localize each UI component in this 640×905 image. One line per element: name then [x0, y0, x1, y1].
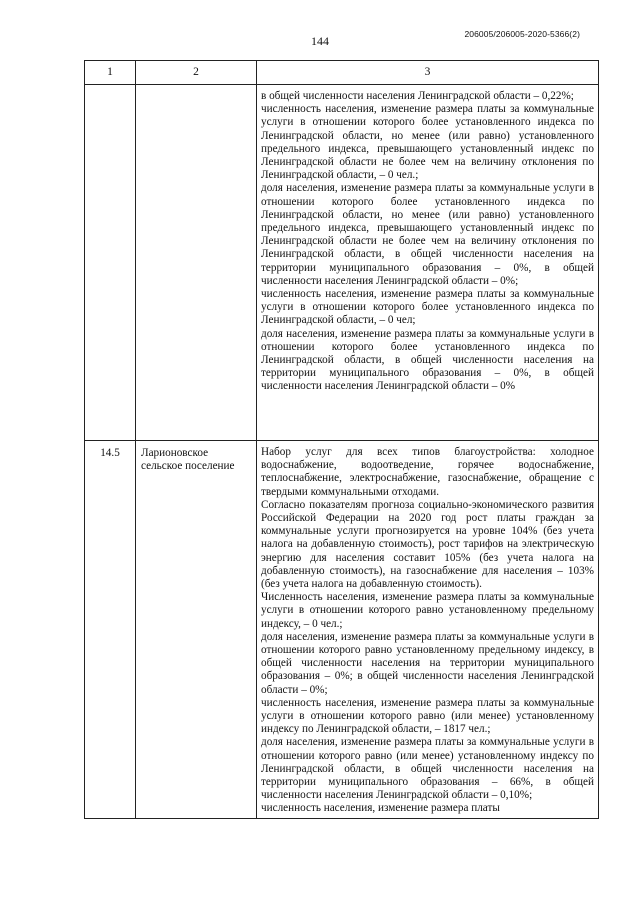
- paragraph: численность населения, изменение размера платы за коммунальные услуги в отношении которого равно (или менее) установленному индексу по Ленинградской области, – 1817 чел.;: [261, 696, 594, 736]
- table-header-row: [85, 61, 599, 85]
- paragraph: численность населения, изменение размера платы: [261, 802, 500, 815]
- column-header: 2: [136, 61, 257, 85]
- paragraph: численность населения, изменение размера платы за коммунальные услуги в отношении которого более установленного индекса по Ленинградской области, но менее (или равно) установленного предельного индекса, превышающего установленный индекс по Ленинградской области не более чем на величину отклонения по Ленинградской области, – 0 чел.;: [261, 103, 594, 182]
- paragraph: доля населения, изменение размера платы за коммунальные услуги в отношении которого более установленного индекса по Ленинградской области, в общей численности населения на территории муниципального образования – 0%, в общей численности населения Ленинградской области – 0%: [261, 327, 594, 393]
- document-id: 206005/206005-2020-5366(2): [464, 29, 580, 39]
- paragraph: доля населения, изменение размера платы за коммунальные услуги в отношении которого более установленного индекса по Ленинградской области, но менее (или равно) установленного предельного индекса, превышающего установленный индекс по Ленинградской области не более чем на величину отклонения по Ленинградской области, в общей численности населения на территории муниципального образования – 0%, в общей численности населения Ленинградской области – 0%;: [261, 182, 594, 287]
- paragraph: Набор услуг для всех типов благоустройства: холодное водоснабжение, водоотведение, горячее водоснабжение, теплоснабжение, электроснабжение, газоснабжение, обращение с твердыми коммунальными отходами.: [261, 446, 594, 498]
- paragraph: доля населения, изменение размера платы за коммунальные услуги в отношении которого равно (или менее) установленному индексу по Ленинградской области, в общей численности населения на территории муниципального образования – 66%, в общей численности населения Ленинградской области – 0,10%;: [261, 736, 594, 802]
- paragraph: в общей численности населения Ленинградской области – 0,22%;: [261, 90, 574, 102]
- document-table: [84, 60, 599, 819]
- table-row: [85, 441, 599, 819]
- page-number: 144: [311, 34, 329, 48]
- paragraph: доля населения, изменение размера платы за коммунальные услуги в отношении которого равно установленному предельному индексу, в общей численности населения на территории муниципального образования – 0%; в общей численности населения Ленинградской области – 0%;: [261, 630, 594, 696]
- table-row: [85, 85, 599, 441]
- row-number: 14.5: [85, 441, 136, 819]
- settlement-name: [136, 85, 257, 441]
- column-header: 3: [257, 61, 599, 85]
- settlement-name: Ларионовское сельское поселение: [136, 441, 257, 819]
- paragraph: Согласно показателям прогноза социально-экономического развития Российской Федерации на 2020 год рост платы граждан за коммунальные услуги прогнозируется на уровне 104% (без учета налога на добавленную стоимость), рост тарифов на электрическую энергию для населения составит 105% (без учета налога на добавленную стоимость), на газоснабжение для населения – 103% (без учета налога на добавленную стоимость).: [261, 498, 594, 591]
- paragraph: численность населения, изменение размера платы за коммунальные услуги в отношении которого более установленного индекса по Ленинградской области, – 0 чел;: [261, 288, 594, 327]
- row-text-cell: [257, 441, 599, 819]
- row-text-cell: [257, 85, 599, 441]
- row-number: [85, 85, 136, 441]
- paragraph: Численность населения, изменение размера платы за коммунальные услуги в отношении которого равно установленному предельному индексу, – 0 чел.;: [261, 591, 594, 630]
- column-header: 1: [85, 61, 136, 85]
